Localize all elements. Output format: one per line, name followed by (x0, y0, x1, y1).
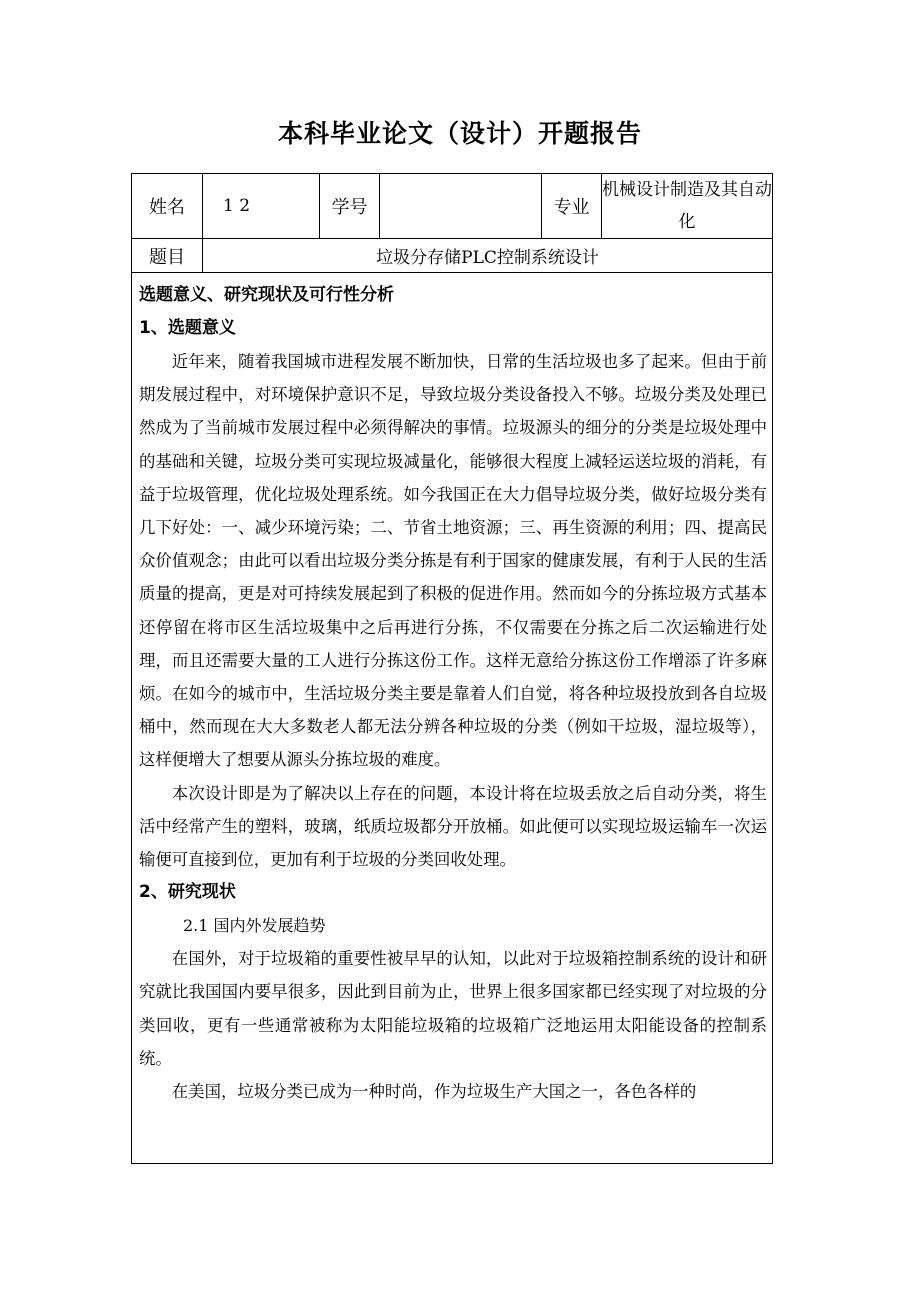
student-id-value (380, 174, 542, 239)
topic-value: 垃圾分存储PLC控制系统设计 (203, 239, 773, 273)
report-table (131, 173, 773, 1164)
name-label: 姓名 (132, 174, 203, 239)
major-label: 专业 (542, 174, 602, 239)
research-paragraph: 在美国，垃圾分类已成为一种时尚，作为垃圾生产大国之一，各色各样的 (171, 1082, 697, 1102)
major-value: 机械设计制造及其自动化 (602, 174, 773, 239)
student-id-label: 学号 (320, 174, 380, 239)
significance-paragraph: 近年来，随着我国城市进程发展不断加快，日常的生活垃圾也多了起来。但由于前期发展过程中，对环境保护意识不足，导致垃圾分类设备投入不够。垃圾分类及处理已然成为了当前城市发展过程中必须得解决的事情。垃圾源头的细分的分类是垃圾处理中的基础和关键，垃圾分类可实现垃圾减量化，能够很大程度上减轻运送垃圾的消耗，有益于垃圾管理，优化垃圾处理系统。如今我国正在大力倡导垃圾分类，做好垃圾分类有几下好处：一、减少环境污染；二、节省土地资源；三、再生资源的利用；四、提高民众价值观念；由此可以看出垃圾分类分拣是有利于国家的健康发展，有利于人民的生活质量的提高，更是对可持续发展起到了积极的促进作用。然而如今的分拣垃圾方式基本还停留在将市区生活垃圾集中之后再进行分拣，不仅需要在分拣之后二次运输进行处理，而且还需要大量的工人进行分拣这份工作。这样无意给分拣这份工作增添了许多麻烦。在如今的城市中，生活垃圾分类主要是靠着人们自觉，将各种垃圾投放到各自垃圾桶中，然而现在大大多数老人都无法分辨各种垃圾的分类（例如干垃圾，湿垃圾等），这样便增大了想要从源头分拣垃圾的难度。 (139, 352, 767, 770)
topic-row (132, 239, 773, 273)
research-paragraph: 在国外，对于垃圾箱的重要性被早早的认知，以此对于垃圾箱控制系统的设计和研究就比我国国内要早很多，因此到目前为止，世界上很多国家都已经实现了对垃圾的分类回收，更有一些通常被称为太阳能垃圾箱的垃圾箱广泛地运用太阳能设备的控制系统。 (139, 949, 767, 1068)
research-status-heading: 2、研究现状 (139, 882, 236, 903)
topic-label: 题目 (132, 239, 203, 273)
name-value: 1 2 (203, 174, 320, 239)
page-title: 本科毕业论文（设计）开题报告 (277, 119, 642, 148)
info-row (132, 174, 773, 239)
significance-paragraph: 本次设计即是为了解决以上存在的问题，本设计将在垃圾丢放之后自动分类，将生活中经常产生的塑料，玻璃，纸质垃圾都分开放桶。如此便可以实现垃圾运输车一次运输便可直接到位，更加有利于垃圾的分类回收处理。 (139, 783, 767, 870)
significance-heading: 1、选题意义 (139, 318, 236, 338)
analysis-row (132, 273, 773, 1164)
trend-subheading: 2.1 国内外发展趋势 (183, 916, 326, 936)
section-heading: 选题意义、研究现状及可行性分析 (139, 285, 394, 305)
analysis-cell (132, 273, 773, 1164)
